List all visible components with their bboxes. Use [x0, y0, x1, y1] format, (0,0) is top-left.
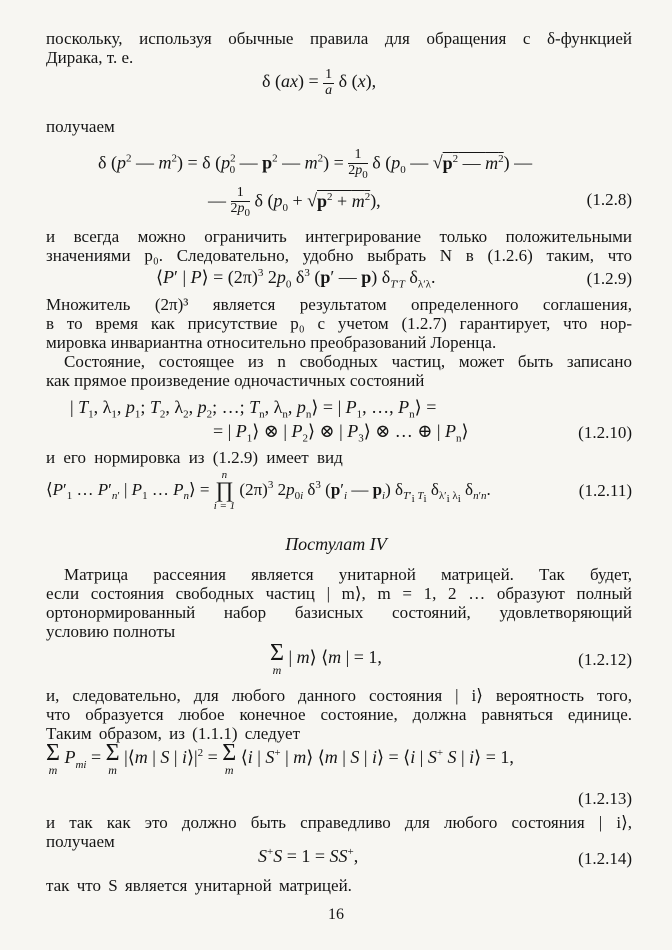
text-line: условию полноты — [46, 622, 176, 641]
text-line: Дирака, т. е. — [46, 48, 134, 67]
equation-number: (1.2.14) — [578, 849, 632, 868]
equation-1-2-13: Σ m $P_{mi}$ = Σ m |⟨m | S | $i⟩|^2$ = Σ m ⟨i | S+ | m⟩ ⟨m | S | i⟩ = ⟨i | S+ S | i⟩ = 1, — [46, 740, 514, 777]
equation-delta-scaling — [262, 68, 376, 98]
text-line: получаем — [46, 832, 115, 851]
text-line: получаем — [46, 117, 115, 136]
equation-1-2-14: S+S = 1 = SS+, — [258, 846, 359, 866]
equation-1-2-9: ⟨P′ | P⟩ = $(2\pi)^3$ $2p_0$ $\delta^3$ (p′ — p) $\delta_{T'T}$ $\delta_{\lambda'\lambda}$. — [156, 267, 436, 291]
equation-number: (1.2.9) — [586, 269, 632, 288]
text-line: ортонормированный набор базисных состояний, удовлетворяющий — [46, 603, 632, 622]
equation-number: (1.2.8) — [586, 190, 632, 209]
equation-1-2-11: $⟨P'_1$ … $P'_{n'}$ | $P_1$ … $P_n⟩$ = n ∏ i = 1 $(2\pi)^3$ $2p_{0i}$ $\delta^3$ ($p'_i$ — $p_i$) $\delta_{T'_i T_i}$ $\delta_{\lambda'_i \lambda_i}$ $\delta_{n'n}$. — [46, 469, 491, 513]
equation-number: (1.2.12) — [578, 650, 632, 669]
page-number: 16 — [328, 906, 344, 923]
text-line: Таким образом, из (1.1.1) следует — [46, 724, 301, 743]
equation-number: (1.2.11) — [578, 481, 632, 500]
equation-number: (1.2.13) — [578, 789, 632, 808]
summation-symbol: Σ m — [270, 640, 284, 677]
text-line: Множитель (2π)³ является результатом определенного соглашения, — [46, 295, 632, 314]
text-line: поскольку, используя обычные правила для обращения с δ-функцией — [46, 29, 632, 48]
equation-number: (1.2.10) — [578, 423, 632, 442]
equation-1-2-8-line2: — $\frac{1}{2p_0}$ δ $(p_0 + √p^2 + m^2)$, — [208, 185, 381, 219]
summation-symbol: Σ m — [222, 740, 237, 777]
text-line: мировка инвариантна относительно преобразований Лоренца. — [46, 333, 497, 352]
text-line: и так как это должно быть справедливо для любого состояния | i⟩, — [46, 813, 632, 832]
text-line: и, следовательно, для любого данного состояния | i⟩ вероятность того, — [46, 686, 632, 705]
text-line: в то время как присутствие p₀ с учетом (1.2.7) гарантирует, что нор- — [46, 314, 632, 333]
equation-1-2-12: Σ m | m⟩ ⟨m | = 1, — [270, 640, 382, 677]
text-line: значениями p₀. Следовательно, удобно выбрать N в (1.2.6) таким, что — [46, 246, 632, 265]
section-title: Постулат IV — [285, 534, 387, 554]
text-line: и его нормировка из (1.2.9) имеет вид — [46, 448, 343, 467]
text-line: Состояние, состоящее из n свободных частиц, может быть записано — [64, 352, 632, 371]
equation-glyphs: δ (ax) = $\frac{1}{a}$ δ (x), — [262, 67, 377, 98]
equation-1-2-10-line1: | $T_1$, $\lambda_1$, $p_1$; $T_2$, $\lambda_2$, $p_2$; …; $T_n$, $\lambda_n$, $p_n⟩$ = | $P_1$, …, $P_n⟩$ = — [70, 397, 437, 421]
equation-1-2-8-line1: δ ($p^2$ — $m^2) = \delta$ ($p^2_0$ — $p^2$ — $m^2$) = $\frac{1}{2p_0}$ δ ($p_0$ — $√p^2$ — $m^2$) — — [98, 147, 533, 181]
equation-1-2-10-line2: = | $P_1⟩$ ⊗ | $P_2⟩$ ⊗ | $P_3⟩$ ⊗ … ⊕ | $P_n⟩$ — [213, 421, 469, 445]
product-symbol: n ∏ i = 1 — [213, 469, 236, 513]
text-line: если состояния свободных частиц | m⟩, m = 1, 2 … образуют полный — [46, 584, 632, 603]
summation-symbol: Σ m — [105, 740, 120, 777]
text-line: и всегда можно ограничить интегрирование только положительными — [46, 227, 632, 246]
text-line: как прямое произведение одночастичных состояний — [46, 371, 425, 390]
text-line: так что S является унитарной матрицей. — [46, 876, 352, 895]
text-line: Матрица рассеяния является унитарной матрицей. Так будет, — [64, 565, 632, 584]
text-line: что образуется любое конечное состояние, должна равняться единице. — [46, 705, 632, 724]
summation-symbol: Σ m — [46, 740, 60, 777]
